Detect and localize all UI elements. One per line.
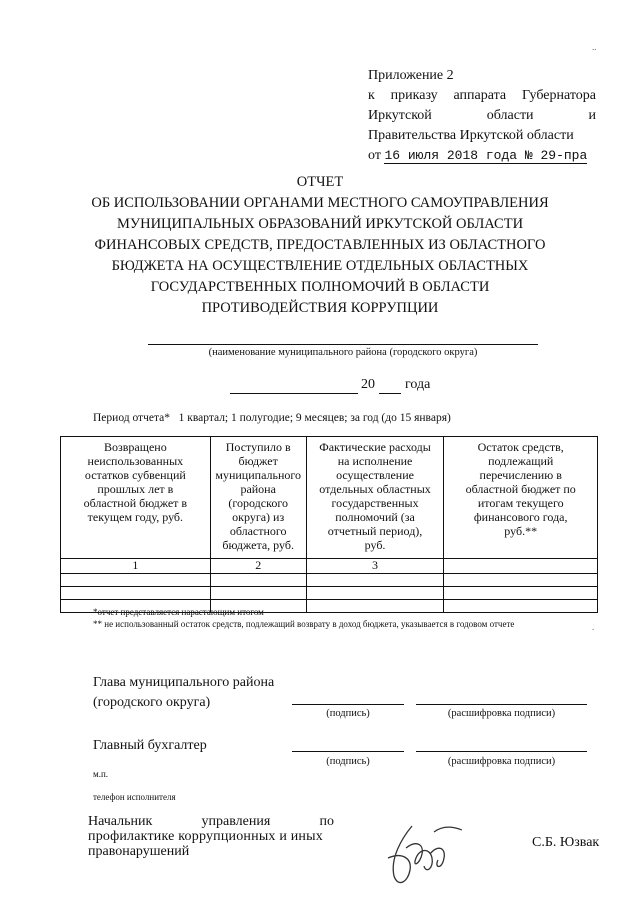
appendix-line-4: Правительства Иркутской области xyxy=(368,128,574,143)
period-options: 1 квартал; 1 полугодие; 9 месяцев; за год (до 15 января) xyxy=(178,412,451,424)
footnote-1: *отчет представляется нарастающим итогом xyxy=(93,607,264,617)
footnote-2: ** не использованный остаток средств, подлежащий возврату в доход бюджета, указывается в годовом отчете xyxy=(93,619,515,629)
title-line: ГОСУДАРСТВЕННЫХ ПОЛНОМОЧИЙ В ОБЛАСТИ xyxy=(150,279,490,295)
margin-mark: .. xyxy=(592,42,597,52)
date-blank-line xyxy=(230,393,358,394)
appendix-word: к xyxy=(368,88,375,103)
appendix-line-2 xyxy=(368,86,596,106)
table-row xyxy=(61,574,598,587)
table-cell: 2 xyxy=(210,559,306,574)
decode-caption: (расшифровка подписи) xyxy=(447,708,556,719)
header-cell-returned: Возвращено неиспользованных остатков субвенций прошлых лет в областной бюджет в текущем году, руб. xyxy=(61,437,211,559)
appendix-line-5 xyxy=(368,146,596,166)
appendix-word: Губернатора xyxy=(521,88,596,103)
accountant-decode-line xyxy=(416,751,587,752)
table-cell xyxy=(210,574,306,587)
year-blank-line xyxy=(379,393,401,394)
appendix-line-1: Приложение 2 xyxy=(368,68,454,83)
footnotes xyxy=(93,606,593,630)
title-line: ФИНАНСОВЫХ СРЕДСТВ, ПРЕДОСТАВЛЕННЫХ ИЗ ОБЛАСТНОГО xyxy=(94,237,546,253)
signature-caption: (подпись) xyxy=(326,708,370,719)
accountant-title: Главный бухгалтер xyxy=(93,738,207,753)
report-table xyxy=(60,436,598,613)
phone-label: телефон исполнителя xyxy=(93,792,176,802)
head-signature-line xyxy=(292,704,404,705)
table-cell xyxy=(444,559,598,574)
title-line: БЮДЖЕТА НА ОСУЩЕСТВЛЕНИЕ ОТДЕЛЬНЫХ ОБЛАСТНЫХ xyxy=(111,258,529,274)
header-cell-expenses: Фактические расходы на исполнение осуществление отдельных областных государственных полномочий (за отчетный период), руб. xyxy=(306,437,444,559)
appendix-word: области xyxy=(486,108,534,123)
table-row xyxy=(61,587,598,600)
head-decode-line xyxy=(416,704,587,705)
signature-caption: (подпись) xyxy=(326,756,370,767)
appendix-line-3 xyxy=(368,106,596,126)
appendix-date-prefix: от xyxy=(368,148,381,163)
appendix-word: Иркутской xyxy=(368,108,432,123)
municipality-caption: (наименование муниципального района (городского округа) xyxy=(208,347,478,358)
footer-position: Начальник управления по профилактике коррупционных и иных правонарушений xyxy=(88,814,334,859)
year-prefix: 20 xyxy=(361,377,375,392)
table-cell xyxy=(61,587,211,600)
municipality-blank-line xyxy=(148,344,538,345)
table-cell xyxy=(61,574,211,587)
table-cell: 1 xyxy=(61,559,211,574)
margin-mark: . xyxy=(592,622,595,632)
order-date-number: 16 июля 2018 года № 29-пра xyxy=(384,148,588,163)
title-line: ОТЧЕТ xyxy=(296,174,344,190)
appendix-word: аппарата xyxy=(453,88,507,103)
accountant-signature-line xyxy=(292,751,404,752)
decode-caption: (расшифровка подписи) xyxy=(447,756,556,767)
header-cell-balance: Остаток средств, подлежащий перечислению в областной бюджет по итогам текущего финансового года, руб.** xyxy=(444,437,598,559)
appendix-word: приказу xyxy=(390,88,438,103)
signer-name: С.Б. Юзвак xyxy=(532,835,600,850)
header-cell-received: Поступило в бюджет муниципального района (городского округа) из областного бюджета, руб. xyxy=(210,437,306,559)
stamp-place-label: м.п. xyxy=(93,769,109,779)
title-line: ПРОТИВОДЕЙСТВИЯ КОРРУПЦИИ xyxy=(201,300,439,316)
table-cell xyxy=(444,574,598,587)
appendix-block xyxy=(368,66,596,166)
table-cell: 3 xyxy=(306,559,444,574)
title-line: ОБ ИСПОЛЬЗОВАНИИ ОРГАНАМИ МЕСТНОГО САМОУПРАВЛЕНИЯ xyxy=(91,195,549,211)
table-header-row xyxy=(61,437,598,559)
head-title: Глава муниципального района (городского округа) xyxy=(93,675,275,710)
appendix-word: и xyxy=(588,108,596,123)
table-cell xyxy=(444,587,598,600)
title-line: МУНИЦИПАЛЬНЫХ ОБРАЗОВАНИЙ ИРКУТСКОЙ ОБЛАСТИ xyxy=(116,216,524,232)
period-label: Период отчета* xyxy=(93,412,170,424)
year-suffix: года xyxy=(405,377,431,392)
table-row-numbers xyxy=(61,559,598,574)
report-period xyxy=(93,412,451,424)
handwritten-signature xyxy=(372,818,468,890)
report-title xyxy=(60,172,580,319)
table-cell xyxy=(306,574,444,587)
table-cell xyxy=(210,587,306,600)
table-cell xyxy=(306,587,444,600)
